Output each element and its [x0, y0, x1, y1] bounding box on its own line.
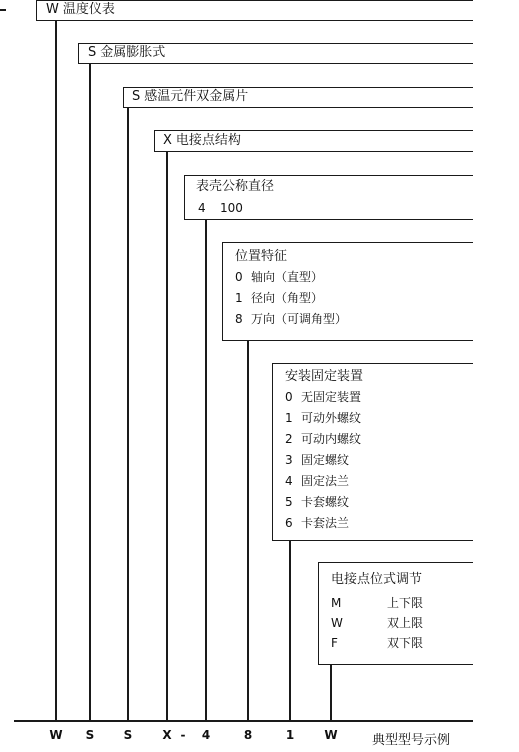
example-code: 1	[285, 728, 295, 742]
code-s1: S	[88, 45, 97, 60]
header-contact-structure	[163, 132, 241, 150]
example-code: W	[324, 728, 338, 742]
header-metal-expansion	[88, 44, 165, 62]
line-4	[205, 219, 207, 721]
contact-item: F 双下限	[331, 636, 424, 650]
example-code: W	[49, 728, 63, 742]
code-x: X	[163, 133, 172, 148]
example-code: -	[180, 728, 186, 742]
line-8	[247, 340, 249, 721]
position-item: 1 径向（角型）	[235, 291, 324, 305]
line-x	[166, 151, 168, 721]
code-w: W	[46, 2, 59, 17]
example-code: 8	[243, 728, 253, 742]
example-code: S	[85, 728, 95, 742]
example-code: S	[123, 728, 133, 742]
position-title: 位置特征	[235, 249, 288, 264]
line-s2	[127, 107, 129, 721]
line-w	[55, 20, 57, 721]
diameter-item	[198, 199, 243, 217]
label-contact-structure: 电接点结构	[175, 133, 241, 148]
corner-tick	[0, 9, 6, 11]
diameter-code: 4	[198, 201, 206, 215]
baseline	[14, 720, 473, 722]
label-metal-expansion: 金属膨胀式	[100, 45, 166, 60]
label-bimetal: 感温元件双金属片	[144, 89, 249, 104]
mounting-item: 6 卡套法兰	[285, 516, 350, 530]
example-code: X	[162, 728, 172, 742]
mounting-item: 1 可动外螺纹	[285, 411, 362, 425]
position-item: 8 万向（可调角型）	[235, 312, 348, 326]
code-s2: S	[132, 89, 141, 104]
header-bimetal	[132, 88, 248, 106]
example-code: 4	[201, 728, 211, 742]
diameter-title: 表壳公称直径	[196, 179, 275, 194]
label-instrument: 温度仪表	[62, 2, 115, 17]
contact-title: 电接点位式调节	[331, 572, 423, 587]
mounting-item: 0 无固定装置	[285, 390, 362, 404]
mounting-item: 2 可动内螺纹	[285, 432, 362, 446]
mounting-item: 3 固定螺纹	[285, 453, 350, 467]
line-mw	[330, 664, 332, 721]
contact-item: W 双上限	[331, 616, 424, 630]
diameter-value: 100	[220, 201, 243, 215]
header-instrument	[46, 1, 115, 19]
contact-item: M 上下限	[331, 596, 424, 610]
mounting-item: 5 卡套螺纹	[285, 495, 350, 509]
position-item: 0 轴向（直型）	[235, 270, 324, 284]
example-caption: 典型型号示例	[372, 733, 451, 748]
mounting-title: 安装固定装置	[285, 369, 364, 384]
line-s1	[89, 63, 91, 721]
line-1	[289, 540, 291, 721]
mounting-item: 4 固定法兰	[285, 474, 350, 488]
